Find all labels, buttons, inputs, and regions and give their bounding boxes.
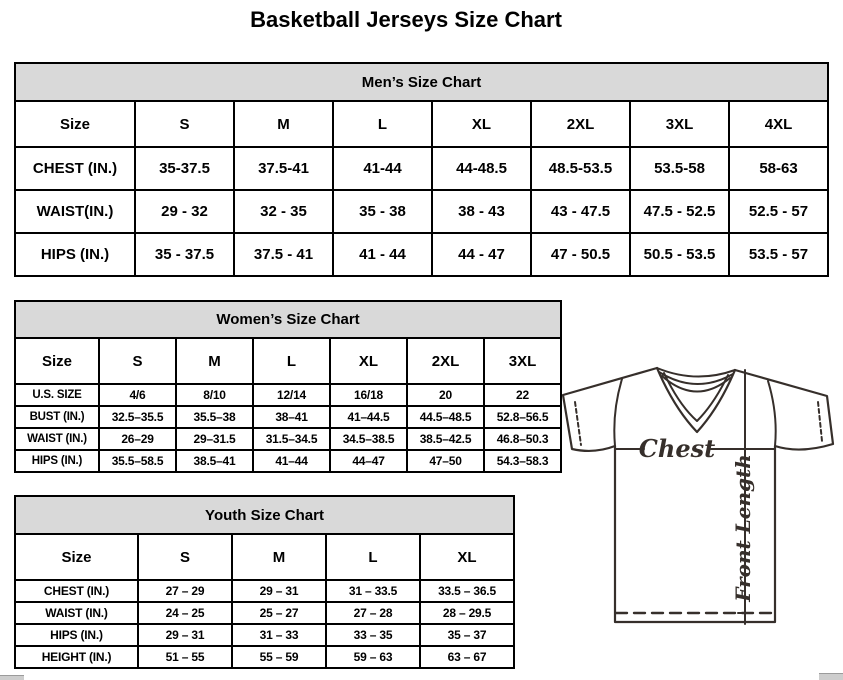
- data-cell: 50.5 - 53.5: [630, 233, 729, 276]
- womens-size-chart-table: [14, 300, 562, 473]
- data-cell: 31 – 33: [232, 624, 326, 646]
- data-cell: 55 – 59: [232, 646, 326, 668]
- jersey-measurement-diagram: [552, 358, 840, 630]
- cuff-stitch-right: [818, 402, 822, 441]
- row-label: CHEST (IN.): [15, 580, 138, 602]
- data-cell: 33.5 – 36.5: [420, 580, 514, 602]
- data-cell: 33 – 35: [326, 624, 420, 646]
- front-length-label: Front Length: [731, 454, 755, 602]
- data-cell: 29 – 31: [232, 580, 326, 602]
- data-cell: 32 - 35: [234, 190, 333, 233]
- table-title: Women’s Size Chart: [15, 301, 561, 338]
- column-header-row: [15, 534, 514, 580]
- data-cell: 32.5–35.5: [99, 406, 176, 428]
- column-header-3xl: 3XL: [484, 338, 561, 384]
- column-header-l: L: [253, 338, 330, 384]
- data-cell: 29 – 31: [138, 624, 232, 646]
- data-cell: 29 - 32: [135, 190, 234, 233]
- data-cell: 52.5 - 57: [729, 190, 828, 233]
- chest-label: Chest: [638, 434, 716, 463]
- table-title: Men’s Size Chart: [15, 63, 828, 101]
- mens-size-chart-table: [14, 62, 829, 277]
- data-cell: 41 - 44: [333, 233, 432, 276]
- data-cell: 52.8–56.5: [484, 406, 561, 428]
- data-cell: 63 – 67: [420, 646, 514, 668]
- data-cell: 53.5 - 57: [729, 233, 828, 276]
- data-cell: 59 – 63: [326, 646, 420, 668]
- data-cell: 29–31.5: [176, 428, 253, 450]
- row-label: HIPS (IN.): [15, 450, 99, 472]
- table-title: Youth Size Chart: [15, 496, 514, 534]
- data-cell: 44.5–48.5: [407, 406, 484, 428]
- table-row: [15, 646, 514, 668]
- mens-size-table: [14, 62, 829, 277]
- table-row: [15, 624, 514, 646]
- row-label: BUST (IN.): [15, 406, 99, 428]
- data-cell: 46.8–50.3: [484, 428, 561, 450]
- data-cell: 34.5–38.5: [330, 428, 407, 450]
- column-header-xl: XL: [330, 338, 407, 384]
- cuff-stitch-left: [575, 402, 581, 445]
- data-cell: 35.5–58.5: [99, 450, 176, 472]
- row-label: U.S. SIZE: [15, 384, 99, 406]
- data-cell: 22: [484, 384, 561, 406]
- column-header-s: S: [99, 338, 176, 384]
- row-label: HIPS (IN.): [15, 233, 135, 276]
- data-cell: 44–47: [330, 450, 407, 472]
- column-header-m: M: [234, 101, 333, 147]
- data-cell: 26–29: [99, 428, 176, 450]
- data-cell: 47 - 50.5: [531, 233, 630, 276]
- data-cell: 44-48.5: [432, 147, 531, 190]
- row-label: HIPS (IN.): [15, 624, 138, 646]
- scrollbar-fragment-left[interactable]: [0, 675, 24, 680]
- data-cell: 41-44: [333, 147, 432, 190]
- data-cell: 31.5–34.5: [253, 428, 330, 450]
- data-cell: 51 – 55: [138, 646, 232, 668]
- column-header-row: [15, 101, 828, 147]
- data-cell: 35-37.5: [135, 147, 234, 190]
- data-cell: 41–44: [253, 450, 330, 472]
- table-title-band: [15, 63, 828, 101]
- row-label: CHEST (IN.): [15, 147, 135, 190]
- column-header-l: L: [333, 101, 432, 147]
- column-header-xl: XL: [420, 534, 514, 580]
- row-label: WAIST (IN.): [15, 428, 99, 450]
- data-cell: 38.5–42.5: [407, 428, 484, 450]
- collar-ribbing: [657, 368, 735, 392]
- data-cell: 35.5–38: [176, 406, 253, 428]
- column-header-s: S: [135, 101, 234, 147]
- data-cell: 27 – 29: [138, 580, 232, 602]
- column-header-3xl: 3XL: [630, 101, 729, 147]
- data-cell: 38.5–41: [176, 450, 253, 472]
- column-header-size: Size: [15, 338, 99, 384]
- data-cell: 4/6: [99, 384, 176, 406]
- data-cell: 25 – 27: [232, 602, 326, 624]
- row-label: WAIST (IN.): [15, 602, 138, 624]
- column-header-4xl: 4XL: [729, 101, 828, 147]
- data-cell: 20: [407, 384, 484, 406]
- data-cell: 58-63: [729, 147, 828, 190]
- column-header-2xl: 2XL: [531, 101, 630, 147]
- table-row: [15, 406, 561, 428]
- column-header-size: Size: [15, 101, 135, 147]
- column-header-xl: XL: [432, 101, 531, 147]
- data-cell: 47–50: [407, 450, 484, 472]
- data-cell: 28 – 29.5: [420, 602, 514, 624]
- womens-size-table: [14, 300, 562, 473]
- data-cell: 47.5 - 52.5: [630, 190, 729, 233]
- data-cell: 16/18: [330, 384, 407, 406]
- page-title: Basketball Jerseys Size Chart: [250, 7, 562, 32]
- column-header-2xl: 2XL: [407, 338, 484, 384]
- table-row: [15, 384, 561, 406]
- data-cell: 31 – 33.5: [326, 580, 420, 602]
- table-title-band: [15, 496, 514, 534]
- data-cell: 12/14: [253, 384, 330, 406]
- data-cell: 44 - 47: [432, 233, 531, 276]
- table-row: [15, 450, 561, 472]
- data-cell: 37.5-41: [234, 147, 333, 190]
- table-row: [15, 428, 561, 450]
- table-row: [15, 602, 514, 624]
- column-header-s: S: [138, 534, 232, 580]
- data-cell: 35 – 37: [420, 624, 514, 646]
- jersey-outline: [563, 368, 833, 622]
- data-cell: 35 - 37.5: [135, 233, 234, 276]
- data-cell: 43 - 47.5: [531, 190, 630, 233]
- row-label: HEIGHT (IN.): [15, 646, 138, 668]
- table-row: [15, 233, 828, 276]
- table-title-band: [15, 301, 561, 338]
- table-row: [15, 147, 828, 190]
- column-header-row: [15, 338, 561, 384]
- table-row: [15, 580, 514, 602]
- column-header-l: L: [326, 534, 420, 580]
- data-cell: 8/10: [176, 384, 253, 406]
- data-cell: 38–41: [253, 406, 330, 428]
- data-cell: 48.5-53.5: [531, 147, 630, 190]
- data-cell: 24 – 25: [138, 602, 232, 624]
- row-label: WAIST(IN.): [15, 190, 135, 233]
- column-header-m: M: [176, 338, 253, 384]
- data-cell: 38 - 43: [432, 190, 531, 233]
- data-cell: 27 – 28: [326, 602, 420, 624]
- table-row: [15, 190, 828, 233]
- data-cell: 35 - 38: [333, 190, 432, 233]
- data-cell: 37.5 - 41: [234, 233, 333, 276]
- data-cell: 54.3–58.3: [484, 450, 561, 472]
- data-cell: 53.5-58: [630, 147, 729, 190]
- youth-size-table: [14, 495, 515, 669]
- youth-size-chart-table: [14, 495, 515, 669]
- column-header-m: M: [232, 534, 326, 580]
- data-cell: 41–44.5: [330, 406, 407, 428]
- column-header-size: Size: [15, 534, 138, 580]
